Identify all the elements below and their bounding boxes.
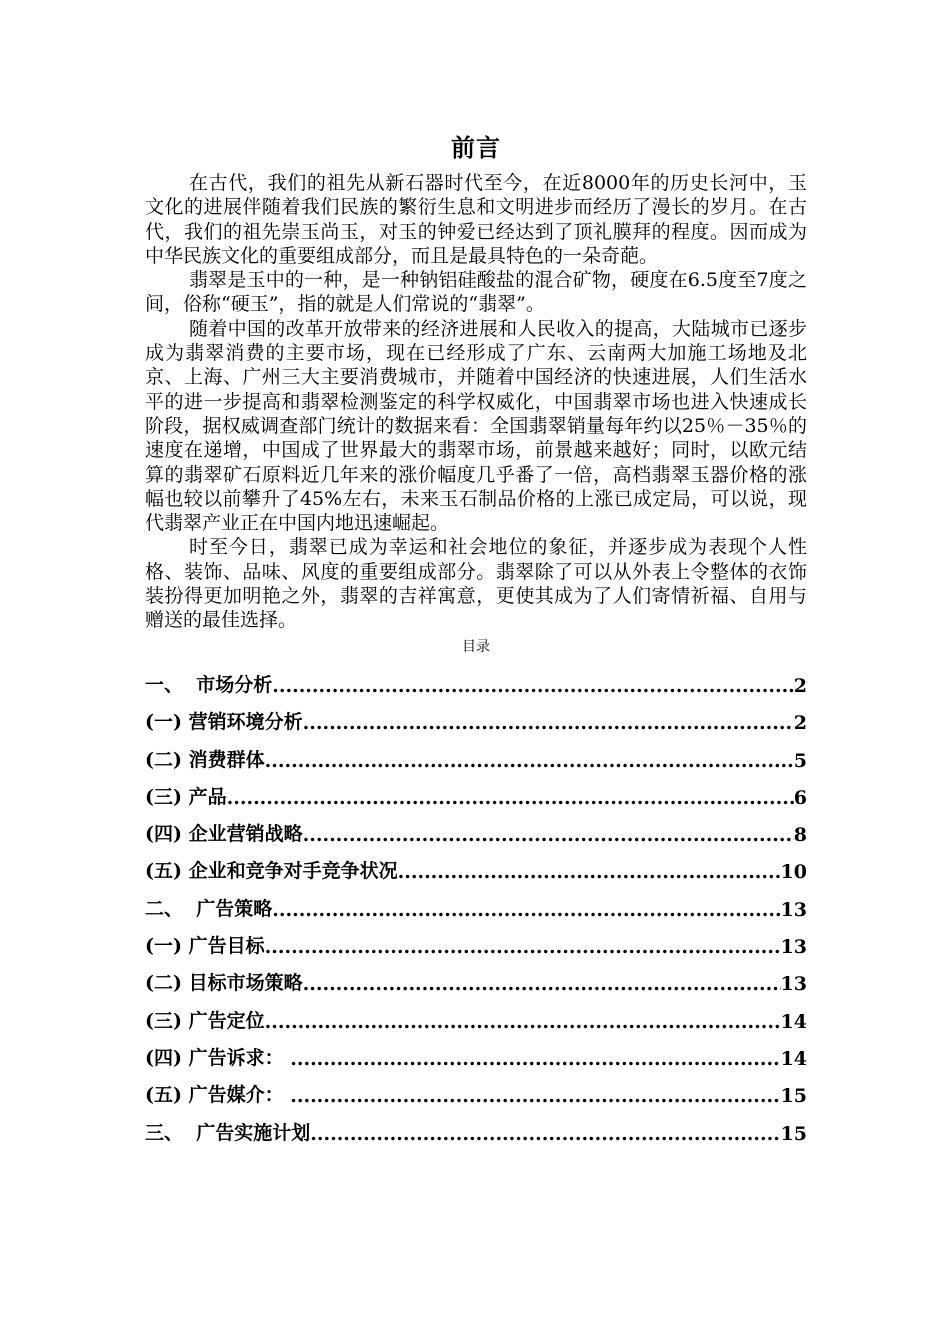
toc-entry-label: (五) 广告媒介： bbox=[145, 1084, 291, 1107]
toc-entry-label: (二) 目标市场策略 bbox=[145, 972, 303, 995]
toc-entry[interactable] bbox=[145, 921, 807, 958]
toc-entry-page: 6 bbox=[793, 786, 807, 809]
toc-leader-dots bbox=[303, 824, 794, 846]
toc-entry-label: 二、 广告策略 bbox=[145, 897, 273, 920]
preface-paragraph-2: 翡翠是玉中的一种，是一种钠铝硅酸盐的混合矿物，硬度在6.5度至7度之间，俗称“硬玉”，指的就是人们常说的“翡翠”。 bbox=[145, 269, 807, 316]
toc-heading: 目录 bbox=[462, 638, 490, 655]
toc-entry[interactable] bbox=[145, 958, 807, 995]
toc-leader-dots bbox=[290, 1048, 780, 1070]
toc-entry[interactable] bbox=[145, 1070, 807, 1107]
toc-entry[interactable] bbox=[145, 734, 807, 771]
toc-entry-label: (二) 消费群体 bbox=[145, 748, 265, 771]
toc-entry-page: 15 bbox=[780, 1085, 807, 1108]
toc-entry-page: 13 bbox=[780, 973, 807, 996]
toc-entry[interactable] bbox=[145, 883, 807, 920]
toc-leader-dots bbox=[265, 936, 781, 958]
toc-entry-label: (一) 营销环境分析 bbox=[145, 711, 303, 734]
toc-entry[interactable] bbox=[145, 995, 807, 1032]
toc-entry-label: 一、 市场分析 bbox=[145, 673, 273, 696]
toc-entry-label: (四) 广告诉求： bbox=[145, 1046, 291, 1069]
toc-entry-page: 5 bbox=[793, 749, 807, 772]
toc-entry-label: 三、 广告实施计划 bbox=[145, 1121, 311, 1144]
toc-entry[interactable] bbox=[145, 846, 807, 883]
toc-entry[interactable] bbox=[145, 660, 807, 697]
preface-paragraph-3: 随着中国的改革开放带来的经济进展和人民收入的提高，大陆城市已逐步成为翡翠消费的主要市场，现在已经形成了广东、云南两大加施工场地及北京、上海、广州三大主要消费城市，并随着中国经济的快速进展，人们生活水平的进一步提高和翡翠检测鉴定的科学权威化，中国翡翠市场也进入快速成长阶段，据权威调查部门统计的数据来看：全国翡翠销量每年约以25％－35％的速度在递增，中国成了世界最大的翡翠市场，前景越来越好；同时，以欧元结算的翡翠矿石原料近几年来的涨价幅度几乎番了一倍，高档翡翠玉器价格的涨幅也较以前攀升了45%左右，未来玉石制品价格的上涨已成定局，可以说，现代翡翠产业正在中国内地迅速崛起。 bbox=[145, 317, 807, 535]
toc-entry[interactable] bbox=[145, 1107, 807, 1144]
toc-leader-dots bbox=[265, 1011, 781, 1033]
toc-entry-page: 2 bbox=[793, 674, 807, 697]
toc-entry-label: (五) 企业和竞争对手竞争状况 bbox=[145, 860, 398, 883]
toc-entry-page: 15 bbox=[780, 1122, 807, 1145]
toc-leader-dots bbox=[272, 675, 794, 697]
toc-leader-dots bbox=[290, 1085, 780, 1107]
toc-entry[interactable] bbox=[145, 1033, 807, 1070]
toc-leader-dots bbox=[265, 750, 794, 772]
preface-paragraph-4: 时至今日，翡翠已成为幸运和社会地位的象征，并逐步成为表现个人性格、装饰、品味、风度的重要组成部分。翡翠除了可以从外表上令整体的衣饰装扮得更加明艳之外，翡翠的吉祥寓意，更使其成为了人们寄情祈福、自用与赠送的最佳选择。 bbox=[145, 536, 807, 632]
toc-entry-label: (四) 企业营销战略 bbox=[145, 823, 303, 846]
toc-entry[interactable] bbox=[145, 772, 807, 809]
toc-entry-label: (三) 产品 bbox=[145, 785, 227, 808]
toc-leader-dots bbox=[303, 973, 781, 995]
table-of-contents bbox=[145, 660, 807, 1145]
toc-entry-label: (一) 广告目标 bbox=[145, 935, 265, 958]
toc-entry-page: 13 bbox=[780, 898, 807, 921]
toc-entry-page: 14 bbox=[780, 1010, 807, 1033]
document-body bbox=[145, 133, 807, 1145]
toc-leader-dots bbox=[227, 787, 794, 809]
toc-entry[interactable] bbox=[145, 697, 807, 734]
toc-entry[interactable] bbox=[145, 809, 807, 846]
toc-entry-page: 2 bbox=[793, 712, 807, 735]
toc-entry-page: 8 bbox=[793, 824, 807, 847]
toc-leader-dots bbox=[398, 861, 781, 883]
toc-entry-label: (三) 广告定位 bbox=[145, 1009, 265, 1032]
page-title: 前言 bbox=[451, 133, 501, 162]
toc-entry-page: 13 bbox=[780, 936, 807, 959]
toc-entry-page: 14 bbox=[780, 1047, 807, 1070]
toc-leader-dots bbox=[310, 1123, 780, 1145]
preface-paragraph-1: 在古代，我们的祖先从新石器时代至今，在近8000年的历史长河中，玉文化的进展伴随着我们民族的繁衍生息和文明进步而经历了漫长的岁月。在古代，我们的祖先崇玉尚玉，对玉的钟爱已经达到了顶礼膜拜的程度。因而成为中华民族文化的重要组成部分，而且是最具特色的一朵奇葩。 bbox=[145, 172, 807, 267]
toc-entry-page: 10 bbox=[780, 861, 807, 884]
toc-leader-dots bbox=[303, 712, 794, 734]
toc-leader-dots bbox=[272, 899, 780, 921]
